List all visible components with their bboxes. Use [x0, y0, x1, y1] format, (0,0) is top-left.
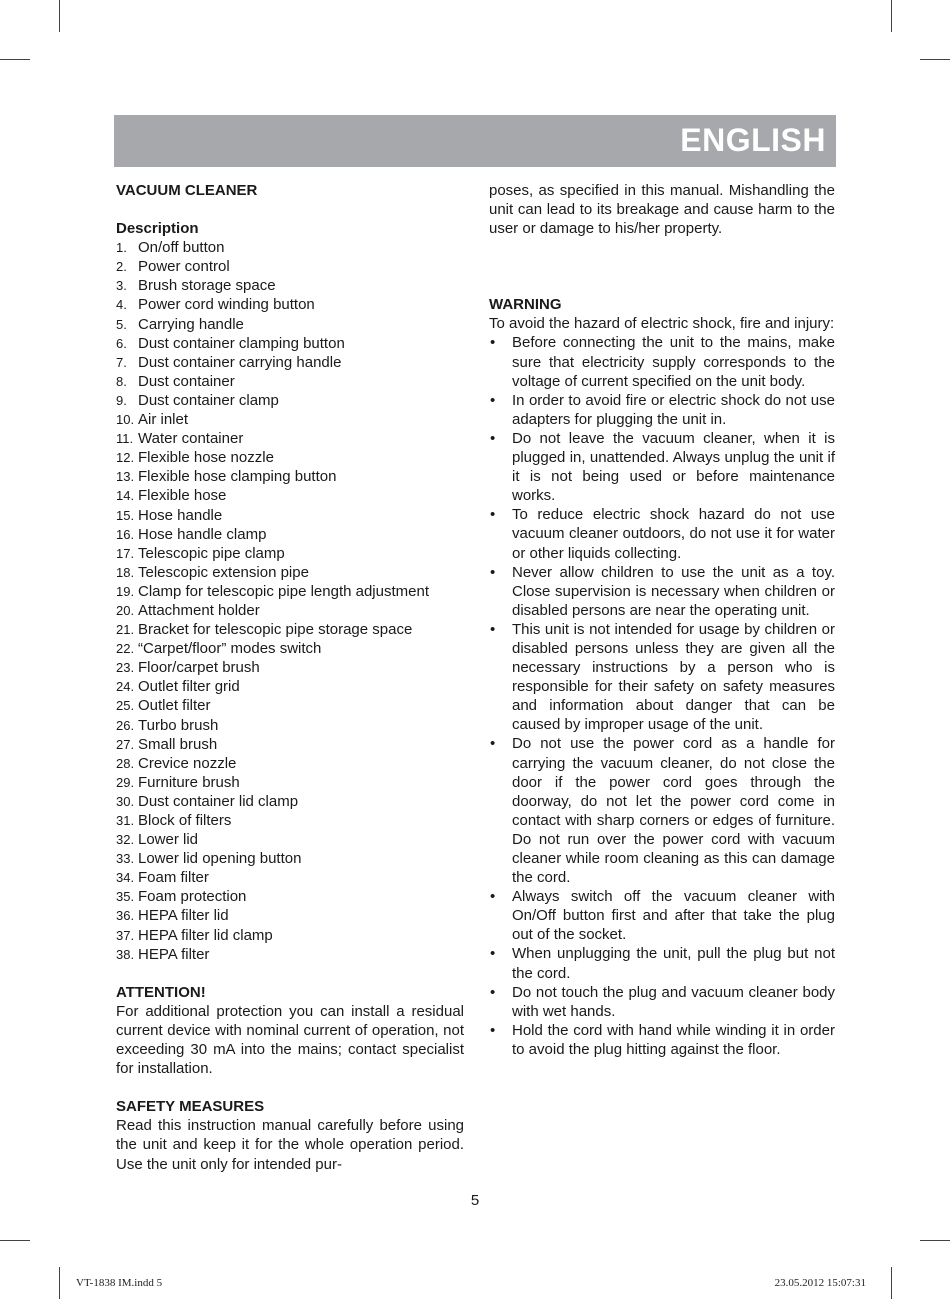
list-item: [116, 696, 464, 715]
attention-heading: ATTENTION!: [116, 983, 206, 1001]
bullet-icon: •: [490, 620, 496, 638]
list-item-text: Outlet filter grid: [138, 678, 240, 696]
list-item: [116, 391, 464, 410]
warning-item-text: When unplugging the unit, pull the plug but not the cord.: [512, 945, 835, 982]
list-item-text: HEPA filter lid: [138, 907, 229, 925]
safety-heading: SAFETY MEASURES: [116, 1098, 265, 1116]
list-item-number: 12.: [116, 450, 135, 466]
warning-item-text: Never allow children to use the unit as a toy. Close supervision is necessary when children or disabled persons are near the operating unit.: [512, 563, 835, 619]
list-item: [116, 334, 464, 353]
list-item-text: Outlet filter: [138, 697, 211, 715]
list-item-number: 10.: [116, 412, 135, 428]
list-item-number: 29.: [116, 774, 135, 790]
list-item: [116, 639, 464, 658]
list-item-number: 23.: [116, 660, 135, 676]
list-item-text: On/off button: [138, 239, 225, 257]
warning-item: [489, 429, 835, 505]
warning-item-text: Before connecting the unit to the mains, make sure that electricity supply corresponds to the voltage of current specified on the unit body.: [512, 334, 835, 390]
list-item-text: Furniture brush: [138, 773, 240, 791]
list-item-number: 3.: [116, 278, 127, 294]
warning-item: [489, 391, 835, 429]
warning-item: [489, 563, 835, 620]
list-item-text: Dust container lid clamp: [138, 792, 299, 810]
list-item: [116, 945, 464, 964]
list-item-text: Lower lid: [138, 831, 199, 849]
list-item-text: “Carpet/floor” modes switch: [138, 640, 322, 658]
list-item-text: Floor/carpet brush: [138, 659, 260, 677]
description-heading: Description: [116, 220, 199, 238]
bullet-icon: •: [490, 945, 496, 963]
list-item: [116, 811, 464, 830]
list-item-text: Foam filter: [138, 869, 209, 887]
list-item: [116, 601, 464, 620]
list-item: [116, 372, 464, 391]
list-item-text: Flexible hose nozzle: [138, 449, 274, 467]
list-item-text: Lower lid opening button: [138, 850, 302, 868]
list-item-number: 34.: [116, 870, 135, 886]
list-item-text: Power cord winding button: [138, 296, 315, 314]
left-column: [116, 181, 464, 1174]
list-item: [116, 544, 464, 563]
bullet-icon: •: [490, 391, 496, 409]
list-item-text: Dust container: [138, 372, 235, 390]
list-item-number: 21.: [116, 622, 135, 638]
list-item-number: 36.: [116, 908, 135, 924]
list-item: [116, 887, 464, 906]
list-item-text: Clamp for telescopic pipe length adjustment: [138, 582, 429, 600]
list-item: [116, 353, 464, 372]
list-item-number: 11.: [116, 431, 134, 447]
list-item: [116, 716, 464, 735]
right-column: [489, 181, 835, 1059]
list-item: [116, 486, 464, 505]
list-item-text: Hose handle clamp: [138, 525, 267, 543]
list-item: [116, 525, 464, 544]
list-item-text: Block of filters: [138, 812, 232, 829]
list-item-text: Bracket for telescopic pipe storage space: [138, 621, 413, 639]
list-item-number: 25.: [116, 698, 135, 714]
list-item: [116, 410, 464, 429]
crop-mark: [0, 59, 30, 60]
list-item-number: 9.: [116, 392, 127, 408]
language-banner: [114, 115, 836, 167]
warning-intro: To avoid the hazard of electric shock, fire and injury:: [489, 315, 835, 333]
list-item-number: 5.: [116, 316, 127, 332]
crop-mark: [59, 1267, 60, 1299]
list-item: [116, 658, 464, 677]
list-item-number: 38.: [116, 946, 135, 962]
list-item-text: Power control: [138, 258, 230, 276]
list-item-number: 4.: [116, 297, 127, 313]
list-item-text: Attachment holder: [138, 601, 260, 619]
list-item-number: 24.: [116, 679, 135, 695]
safety-text: Read this instruction manual carefully before using the unit and keep it for the whole operation period. Use the unit only for intended pur-: [116, 1117, 464, 1173]
bullet-icon: •: [490, 735, 496, 753]
list-item: [116, 276, 464, 295]
warning-item-text: Do not use the power cord as a handle for carrying the vacuum cleaner, do not close the door if the power cord goes through the doorway, do not let the power cord come in contact with sharp corners or edges of furniture. Do not run over the power cord with vacuum cleaner while room cleaning as this can damage the cord.: [512, 735, 835, 887]
list-item-number: 8.: [116, 373, 127, 389]
list-item-text: Air inlet: [138, 411, 189, 429]
list-item: [116, 849, 464, 868]
crop-mark: [920, 1240, 950, 1241]
crop-mark: [891, 1267, 892, 1299]
warning-item-text: This unit is not intended for usage by children or disabled persons unless they are given all the necessary instructions by a person who is responsible for their safety on safety measures and information about danger that can be caused by improper usage of the unit.: [512, 620, 835, 734]
bullet-icon: •: [490, 334, 496, 352]
list-item-number: 27.: [116, 736, 135, 752]
list-item: [116, 506, 464, 525]
list-item-text: Hose handle: [138, 506, 223, 524]
list-item: [116, 677, 464, 696]
product-title: VACUUM CLEANER: [116, 182, 258, 199]
warning-heading: WARNING: [489, 296, 562, 314]
list-item-number: 15.: [116, 507, 135, 523]
list-item: [116, 238, 464, 257]
warning-item: [489, 983, 835, 1021]
banner-title: ENGLISH: [680, 122, 826, 158]
warning-item: [489, 620, 835, 735]
list-item: [116, 620, 464, 639]
list-item: [116, 429, 464, 448]
list-item-number: 37.: [116, 927, 135, 943]
continued-text: poses, as specified in this manual. Mishandling the unit can lead to its breakage and cause harm to the user or damage to his/her property.: [489, 182, 835, 238]
list-item: [116, 467, 464, 486]
list-item: [116, 792, 464, 811]
list-item-number: 1.: [116, 240, 127, 256]
bullet-icon: •: [490, 506, 496, 524]
warning-item: [489, 505, 835, 562]
list-item-number: 20.: [116, 602, 135, 618]
list-item-text: Telescopic extension pipe: [138, 563, 309, 581]
warning-item-text: Hold the cord with hand while winding it in order to avoid the plug hitting against the floor.: [512, 1021, 835, 1058]
footer-file: VT-1838 IM.indd 5: [76, 1277, 163, 1289]
parts-list: [116, 238, 464, 964]
list-item-text: Flexible hose: [138, 487, 227, 505]
bullet-icon: •: [490, 429, 496, 447]
list-item-number: 17.: [116, 545, 135, 561]
warning-item: [489, 333, 835, 390]
attention-text: For additional protection you can install a residual current device with nominal current of operation, not exceeding 30 mA into the mains; contact specialist for installation.: [116, 1002, 464, 1078]
list-item-number: 22.: [116, 641, 135, 657]
list-item-number: 19.: [116, 583, 135, 599]
bullet-icon: •: [490, 983, 496, 1001]
list-item: [116, 315, 464, 334]
list-item-number: 28.: [116, 755, 135, 771]
list-item-text: Dust container carrying handle: [138, 353, 342, 371]
list-item-number: 18.: [116, 564, 135, 580]
bullet-icon: •: [490, 1021, 496, 1039]
list-item: [116, 754, 464, 773]
list-item-text: Water container: [138, 430, 244, 448]
list-item-text: Carrying handle: [138, 315, 244, 333]
list-item-number: 35.: [116, 889, 135, 905]
list-item-number: 14.: [116, 488, 135, 504]
list-item-text: Dust container clamping button: [138, 334, 345, 352]
bullet-icon: •: [490, 888, 496, 906]
list-item-number: 16.: [116, 526, 135, 542]
list-item-text: HEPA filter lid clamp: [138, 926, 273, 944]
list-item-number: 31.: [116, 813, 135, 828]
page-number: 5: [470, 1192, 480, 1209]
list-item: [116, 830, 464, 849]
list-item: [116, 773, 464, 792]
list-item: [116, 926, 464, 945]
list-item-text: Foam protection: [138, 888, 247, 906]
footer-datetime: 23.05.2012 15:07:31: [774, 1277, 866, 1289]
warning-item-text: Always switch off the vacuum cleaner with On/Off button first and after that take the plug out of the socket.: [512, 888, 835, 944]
warning-item: [489, 734, 835, 887]
warning-list: [489, 333, 835, 1059]
list-item: [116, 563, 464, 582]
list-item-number: 33.: [116, 851, 135, 867]
warning-item: [489, 944, 835, 982]
list-item: [116, 735, 464, 754]
warning-item-text: In order to avoid fire or electric shock do not use adapters for plugging the unit in.: [512, 391, 835, 428]
crop-mark: [0, 1240, 30, 1241]
list-item-number: 32.: [116, 832, 135, 848]
crop-mark: [59, 0, 60, 32]
crop-mark: [920, 59, 950, 60]
list-item: [116, 582, 464, 601]
list-item-text: Flexible hose clamping button: [138, 468, 337, 486]
list-item: [116, 448, 464, 467]
list-item-text: Dust container clamp: [138, 391, 279, 409]
list-item-text: Brush storage space: [138, 277, 276, 295]
list-item-text: Crevice nozzle: [138, 754, 237, 772]
list-item-number: 30.: [116, 793, 135, 809]
list-item-number: 2.: [116, 259, 127, 275]
list-item-number: 13.: [116, 469, 135, 485]
warning-item-text: Do not leave the vacuum cleaner, when it is plugged in, unattended. Always unplug the unit if it is not being used or before maintenance works.: [512, 429, 835, 505]
list-item-number: 6.: [116, 335, 127, 351]
warning-item: [489, 887, 835, 944]
list-item: [116, 295, 464, 314]
list-item: [116, 906, 464, 925]
list-item: [116, 257, 464, 276]
list-item-text: HEPA filter: [138, 945, 210, 963]
list-item: [116, 868, 464, 887]
warning-item-text: To reduce electric shock hazard do not use vacuum cleaner outdoors, do not use it for water or other liquids collecting.: [512, 506, 835, 562]
bullet-icon: •: [490, 563, 496, 581]
list-item-text: Telescopic pipe clamp: [138, 544, 285, 562]
crop-mark: [891, 0, 892, 32]
list-item-number: 26.: [116, 717, 135, 733]
warning-item: [489, 1021, 835, 1059]
list-item-text: Turbo brush: [138, 716, 219, 734]
warning-item-text: Do not touch the plug and vacuum cleaner body with wet hands.: [512, 983, 835, 1020]
list-item-number: 7.: [116, 354, 127, 370]
list-item-text: Small brush: [138, 735, 218, 753]
